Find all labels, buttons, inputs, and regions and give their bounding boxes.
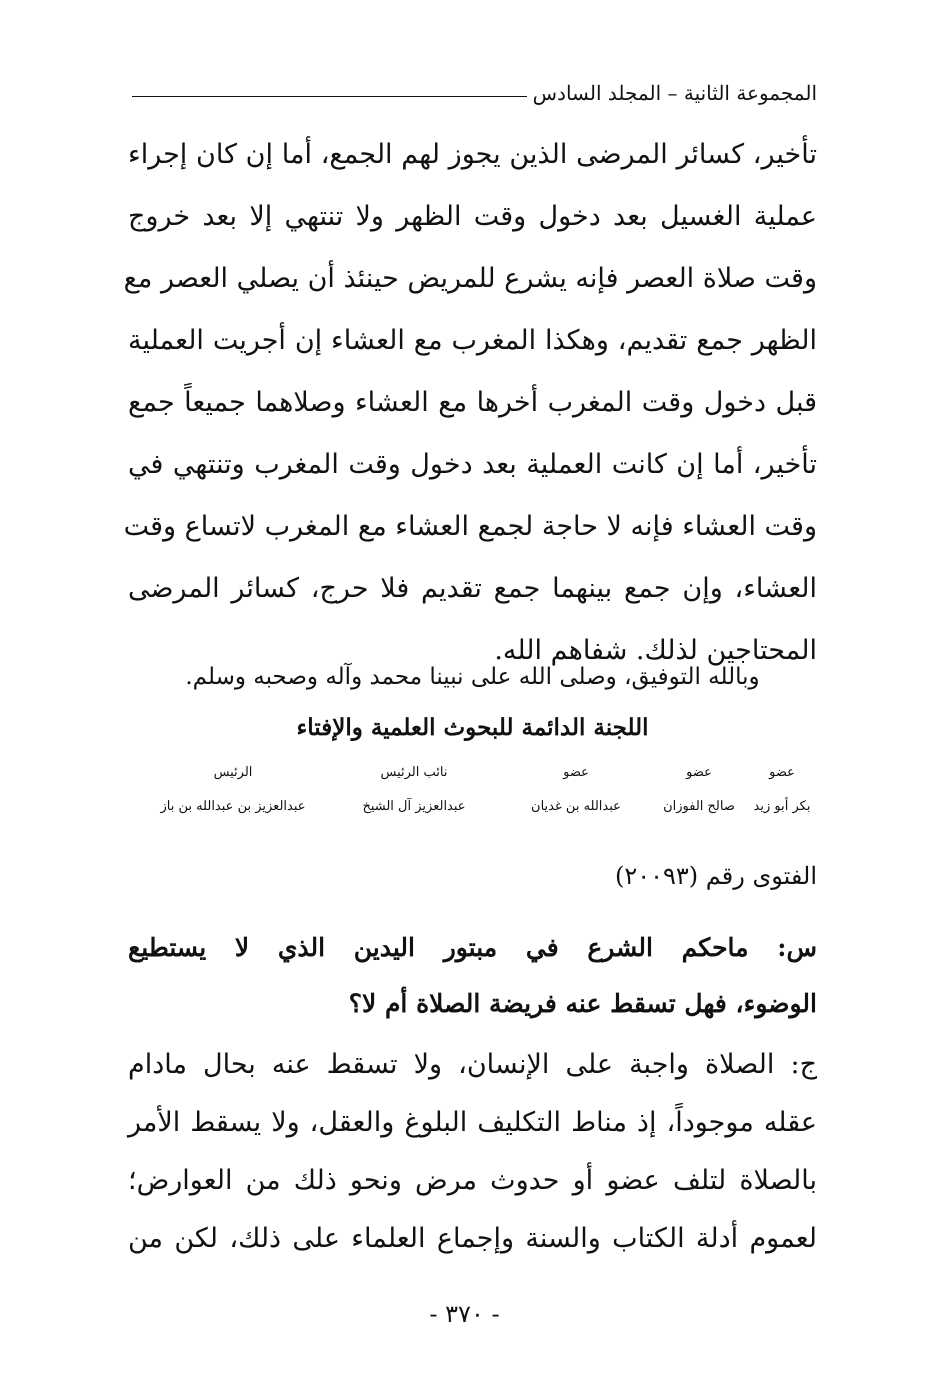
signatory	[143, 760, 323, 820]
signatory-name: بكر أبو زيد	[753, 799, 811, 814]
answer-line: عقله موجوداً، إذ مناط التكليف البلوغ والعقل، ولا يسقط الأمر	[128, 1107, 817, 1138]
answer-block	[128, 1036, 817, 1268]
signatory	[659, 760, 739, 820]
body-line: تأخير، أما إن كانت العملية بعد دخول وقت المغرب وتنتهي في	[128, 449, 817, 480]
signatory-role: عضو	[686, 765, 712, 780]
body-line: قبل دخول وقت المغرب أخرها مع العشاء وصلاهما جميعاً جمع	[128, 387, 817, 418]
signatory-role: عضو	[769, 765, 795, 780]
running-header	[132, 76, 817, 110]
body-line: الظهر جمع تقديم، وهكذا المغرب مع العشاء إن أجريت العملية	[128, 325, 817, 356]
signatory-name: عبدالله بن غديان	[531, 799, 621, 814]
answer-line: ج: الصلاة واجبة على الإنسان، ولا تسقط عنه بحال مادام	[128, 1049, 817, 1080]
signatory-role: نائب الرئيس	[380, 765, 448, 780]
signatory	[521, 760, 631, 820]
signatory-role: عضو	[563, 765, 589, 780]
signatory-name: عبدالعزيز آل الشيخ	[362, 799, 466, 814]
question-line: س: ماحكم الشرع في مبتور اليدين الذي لا يستطيع	[128, 933, 817, 962]
question-block	[128, 920, 817, 1032]
body-line: وقت العشاء فإنه لا حاجة لجمع العشاء مع المغرب لاتساع وقت	[123, 511, 817, 542]
body-line: المحتاجين لذلك. شفاهم الله.	[494, 635, 817, 666]
page-number: - ٣٧٠ -	[429, 1300, 500, 1328]
body-line: عملية الغسيل بعد دخول وقت الظهر ولا تنتهي إلا بعد خروج	[128, 201, 817, 232]
signatory	[339, 760, 489, 820]
body-line: وقت صلاة العصر فإنه يشرع للمريض حينئذ أن يصلي العصر مع	[123, 263, 817, 294]
fatwa-number: الفتوى رقم (٢٠٠٩٣)	[614, 862, 817, 890]
signatory-role: الرئيس	[213, 765, 253, 780]
body-paragraph	[123, 124, 817, 682]
committee-title: اللجنة الدائمة للبحوث العلمية والإفتاء	[296, 714, 649, 741]
answer-line: لعموم أدلة الكتاب والسنة وإجماع العلماء على ذلك، لكن من	[128, 1223, 817, 1254]
header-title: المجموعة الثانية – المجلد السادس	[532, 81, 817, 105]
closing-formula: وبالله التوفيق، وصلى الله على نبينا محمد وآله وصحبه وسلم.	[185, 664, 760, 690]
body-line: تأخير، كسائر المرضى الذين يجوز لهم الجمع، أما إن كان إجراء	[128, 139, 817, 170]
answer-line: بالصلاة لتلف عضو أو حدوث مرض ونحو ذلك من العوارض؛	[128, 1165, 817, 1196]
signatories-block	[128, 760, 817, 830]
signatory-name: عبدالعزيز بن عبدالله بن باز	[160, 799, 306, 814]
signatory-name: صالح الفوزان	[663, 799, 735, 814]
signatory	[747, 760, 817, 820]
body-line: العشاء، وإن جمع بينهما جمع تقديم فلا حرج، كسائر المرضى	[128, 573, 817, 604]
question-line: الوضوء، فهل تسقط عنه فريضة الصلاة أم لا؟	[348, 989, 817, 1018]
header-rule	[132, 96, 527, 97]
